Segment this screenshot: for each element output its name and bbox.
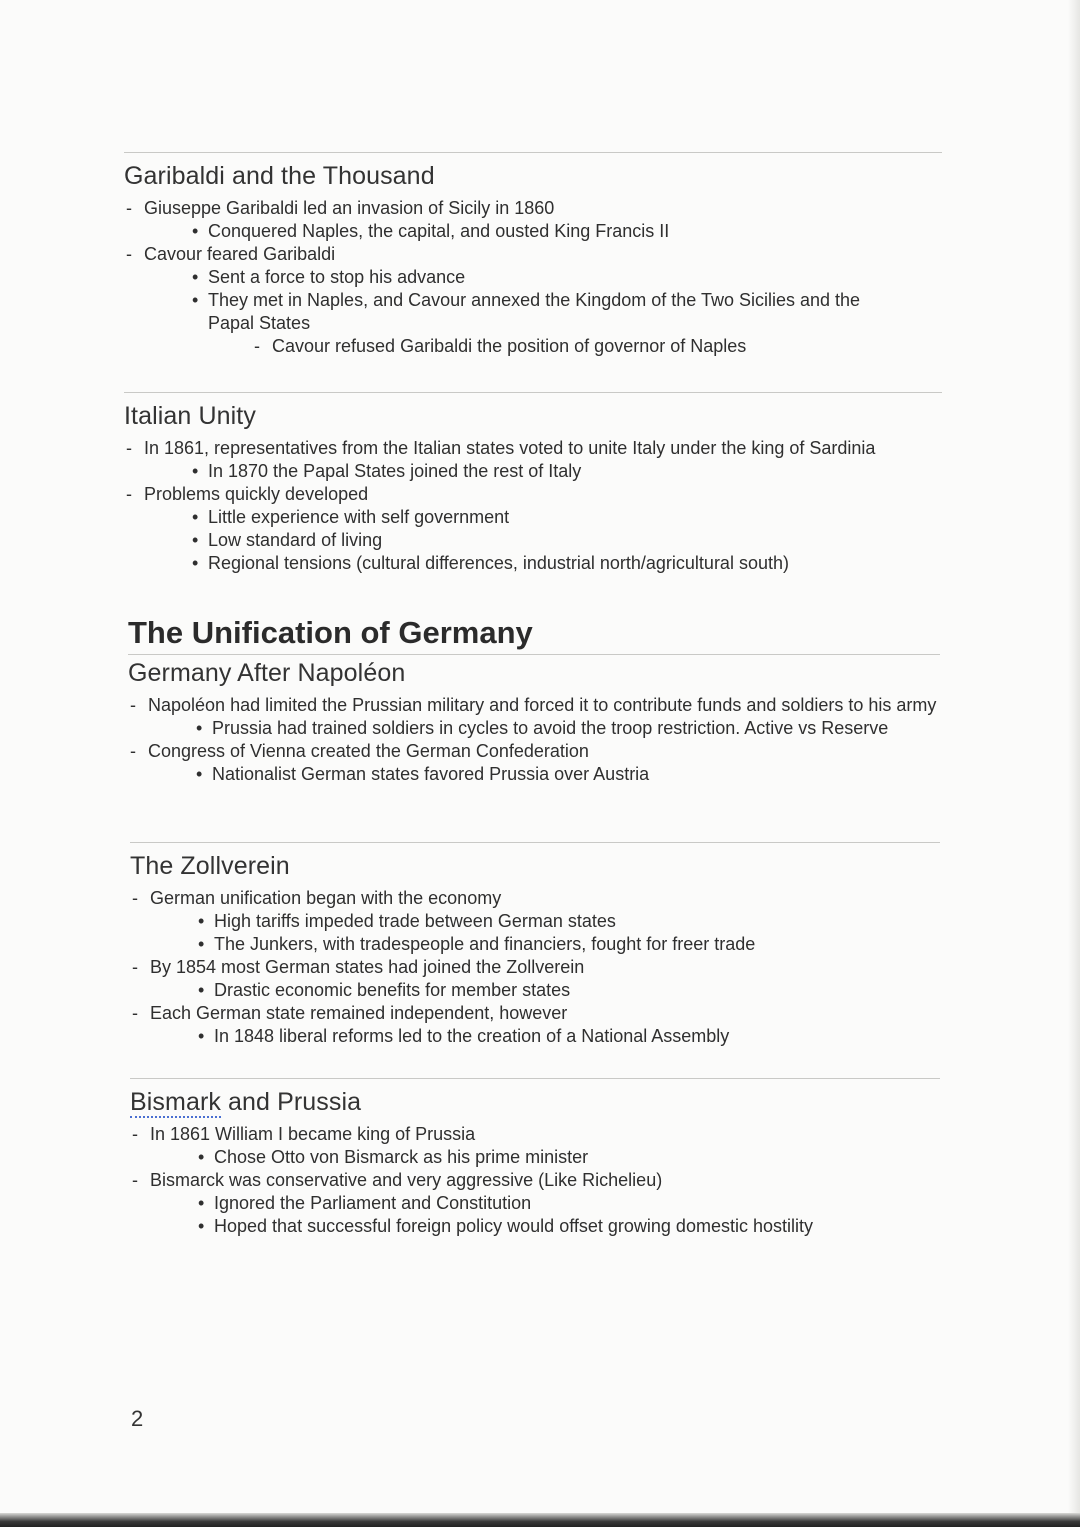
- section-divider: [124, 152, 942, 153]
- list-item: - In 1861, representatives from the Italian states voted to unite Italy under the king of Sardinia • In 1870 the Papal States joined the rest of Italy: [124, 437, 942, 483]
- bullet-list: [130, 887, 940, 1048]
- section-divider: [130, 1078, 940, 1079]
- spellcheck-underlined-word: Bismark: [130, 1088, 221, 1116]
- section-zollverein: [130, 842, 940, 1048]
- section-divider: [130, 842, 940, 843]
- list-item: - Problems quickly developed • Little experience with self government • Low standard of living • Regional tensions (cultural differences, industrial north/agricultural south): [124, 483, 942, 575]
- page-heading: The Unification of Germany: [128, 614, 940, 655]
- section-after-napoleon: [128, 656, 940, 786]
- list-item: • Conquered Naples, the capital, and ousted King Francis II: [192, 220, 942, 243]
- list-item: • Chose Otto von Bismarck as his prime minister: [198, 1146, 940, 1169]
- page-number: 2: [131, 1406, 144, 1431]
- list-item: • The Junkers, with tradespeople and financiers, fought for freer trade: [198, 933, 940, 956]
- bullet-list: [124, 197, 942, 358]
- list-item: • Sent a force to stop his advance: [192, 266, 942, 289]
- list-item: • Drastic economic benefits for member states: [198, 979, 940, 1002]
- list-item: - Napoléon had limited the Prussian military and forced it to contribute funds and soldiers to his army • Prussia had trained soldiers in cycles to avoid the troop restriction. Active vs Reserve: [128, 694, 938, 740]
- bullet-list: [124, 437, 942, 575]
- list-item: • In 1848 liberal reforms led to the creation of a National Assembly: [198, 1025, 940, 1048]
- list-item: - German unification began with the economy • High tariffs impeded trade between German states • The Junkers, with tradespeople and financiers, fought for freer trade: [130, 887, 940, 956]
- list-item: - Cavour feared Garibaldi • Sent a force to stop his advance • They met in Naples, and Cavour annexed the Kingdom of the Two Sicilies and the Papal States - Cavour refused Garibaldi the position of governor of Naples: [124, 243, 942, 358]
- list-item: • Ignored the Parliament and Constitution: [198, 1192, 940, 1215]
- list-item: • High tariffs impeded trade between German states: [198, 910, 940, 933]
- list-item: • Little experience with self government: [192, 506, 942, 529]
- list-item: • Prussia had trained soldiers in cycles to avoid the troop restriction. Active vs Reserve: [196, 717, 938, 740]
- list-item: - Giuseppe Garibaldi led an invasion of Sicily in 1860 • Conquered Naples, the capital, and ousted King Francis II: [124, 197, 942, 243]
- section-garibaldi: [124, 152, 942, 358]
- scan-edge-right: [1068, 0, 1080, 1527]
- section-italian-unity: [124, 392, 942, 575]
- bullet-list: [128, 694, 940, 786]
- list-item: - Bismarck was conservative and very aggressive (Like Richelieu) • Ignored the Parliament and Constitution • Hoped that successful foreign policy would offset growing domestic hostility: [130, 1169, 940, 1238]
- scan-edge-bottom: [0, 1513, 1080, 1527]
- section-title: Garibaldi and the Thousand: [124, 162, 435, 190]
- list-item: - By 1854 most German states had joined the Zollverein • Drastic economic benefits for member states: [130, 956, 940, 1002]
- list-item: - Each German state remained independent, however • In 1848 liberal reforms led to the creation of a National Assembly: [130, 1002, 940, 1048]
- list-item: • Regional tensions (cultural differences, industrial north/agricultural south): [192, 552, 942, 575]
- section-title: The Zollverein: [130, 852, 290, 880]
- list-item: • Hoped that successful foreign policy would offset growing domestic hostility: [198, 1215, 940, 1238]
- list-item: • Nationalist German states favored Prussia over Austria: [196, 763, 940, 786]
- section-bismark: [130, 1078, 940, 1238]
- list-item: • Low standard of living: [192, 529, 942, 552]
- section-title: Bismark and Prussia: [130, 1088, 362, 1116]
- bullet-list: [130, 1123, 940, 1238]
- section-title: Germany After Napoléon: [128, 659, 406, 687]
- list-item: - Congress of Vienna created the German Confederation • Nationalist German states favored Prussia over Austria: [128, 740, 940, 786]
- list-item: • They met in Naples, and Cavour annexed the Kingdom of the Two Sicilies and the Papal States - Cavour refused Garibaldi the position of governor of Naples: [192, 289, 908, 358]
- list-item: • In 1870 the Papal States joined the rest of Italy: [192, 460, 942, 483]
- section-divider: [124, 392, 942, 393]
- section-unification-germany: [128, 614, 940, 655]
- list-item: - Cavour refused Garibaldi the position of governor of Naples: [254, 335, 908, 358]
- list-item: - In 1861 William I became king of Prussia • Chose Otto von Bismarck as his prime minister: [130, 1123, 940, 1169]
- section-title: Italian Unity: [124, 402, 256, 430]
